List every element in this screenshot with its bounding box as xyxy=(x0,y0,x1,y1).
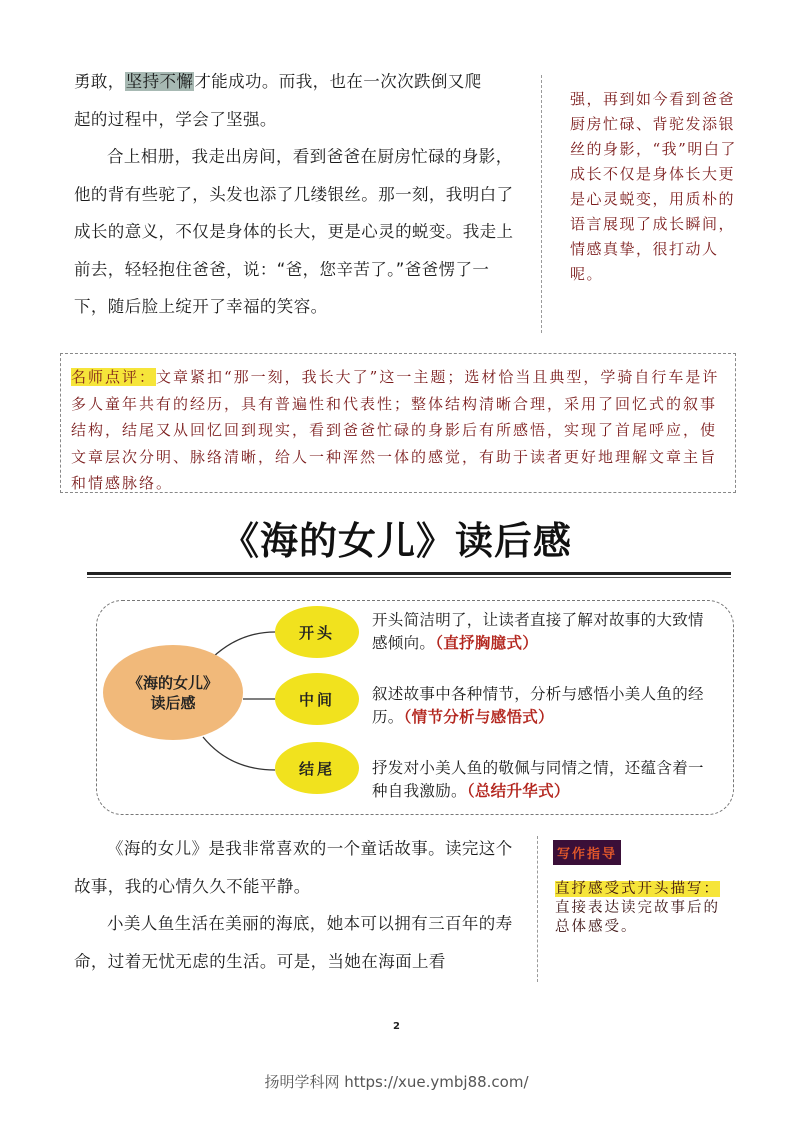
page-number: 2 xyxy=(393,1021,400,1032)
writing-guide-text: 直接表达读完故事后的总体感受。 xyxy=(555,900,720,935)
highlighted-phrase: 坚持不懈 xyxy=(125,72,194,91)
teacher-comment-text: 文章紧扣“那一刻，我长大了”这一主题；选材恰当且典型，学骑自行车是许多人童年共有的经历，具有普遍性和代表性；整体结构清晰合理，采用了回忆式的叙事结构，结尾又从回忆回到现实，看到爸爸忙碌的身影后有所感悟，实现了首尾呼应，使文章层次分明、脉络清晰，给人一种浑然一体的感觉，有助于读者更好地理解文章主旨和情感脉络。 xyxy=(71,368,720,492)
branch-text-middle xyxy=(372,683,712,729)
center-label: 《海的女儿》读后感 xyxy=(128,673,219,712)
branch-text-beginning xyxy=(372,609,712,655)
writing-guide-body xyxy=(555,880,735,937)
footer-watermark: 扬明学科网 https://xue.ymbj88.com/ xyxy=(264,1073,529,1091)
essay-bottom-paragraph-2: 小美人鱼生活在美丽的海底，她本可以拥有三百年的寿命，过着无忧无虑的生活。可是，当她在海面上看 xyxy=(74,914,513,971)
essay-bottom-paragraph-1: 《海的女儿》是我非常喜欢的一个童话故事。读完这个故事，我的心情久久不能平静。 xyxy=(74,839,513,896)
writing-guide-heading: 直抒感受式开头描写： xyxy=(555,881,720,897)
diagram-center-node xyxy=(103,645,243,740)
text: 开头简洁明了，让读者直接了解对故事的大致情感倾向。 xyxy=(372,611,704,652)
style-tag: （直抒胸臆式） xyxy=(435,634,539,652)
margin-divider-bottom xyxy=(537,836,538,982)
branch-node-middle: 中间 xyxy=(275,673,359,725)
branch-node-beginning: 开头 xyxy=(275,606,359,658)
section-title: 《海的女儿》读后感 xyxy=(220,519,572,563)
branch-text-ending xyxy=(372,757,712,803)
text: 抒发对小美人鱼的敬佩与同情之情，还蕴含着一种自我激励。 xyxy=(372,759,704,800)
teacher-comment-label: 名师点评： xyxy=(71,368,157,386)
writing-guide-label: 写作指导 xyxy=(553,840,621,865)
text: 才能成功。而我，也在一次次跌倒又爬 xyxy=(194,72,482,91)
essay-paragraph-2: 合上相册，我走出房间，看到爸爸在厨房忙碌的身影，他的背有些驼了，头发也添了几缕银丝。那一刻，我明白了成长的意义，不仅是身体的长大，更是心灵的蜕变。我走上前去，轻轻抱住爸爸，说：“爸，您辛苦了。”爸爸愣了一下，随后脸上绽开了幸福的笑容。 xyxy=(74,147,514,316)
style-tag: （总结升华式） xyxy=(466,782,570,800)
side-note-annotation: 强，再到如今看到爸爸厨房忙碌、背驼发添银丝的身影，“我”明白了成长不仅是身体长大更是心灵蜕变，用质朴的语言展现了成长瞬间，情感真挚，很打动人呢。 xyxy=(570,90,737,283)
style-tag: （情节分析与感悟式） xyxy=(403,708,554,726)
essay-bottom xyxy=(74,830,514,980)
branch-node-ending: 结尾 xyxy=(275,742,359,794)
text: 叙述故事中各种情节，分析与感悟小美人鱼的经历。 xyxy=(372,685,704,726)
essay-line-2: 起的过程中，学会了坚强。 xyxy=(74,109,277,129)
text: 勇敢， xyxy=(74,72,125,91)
